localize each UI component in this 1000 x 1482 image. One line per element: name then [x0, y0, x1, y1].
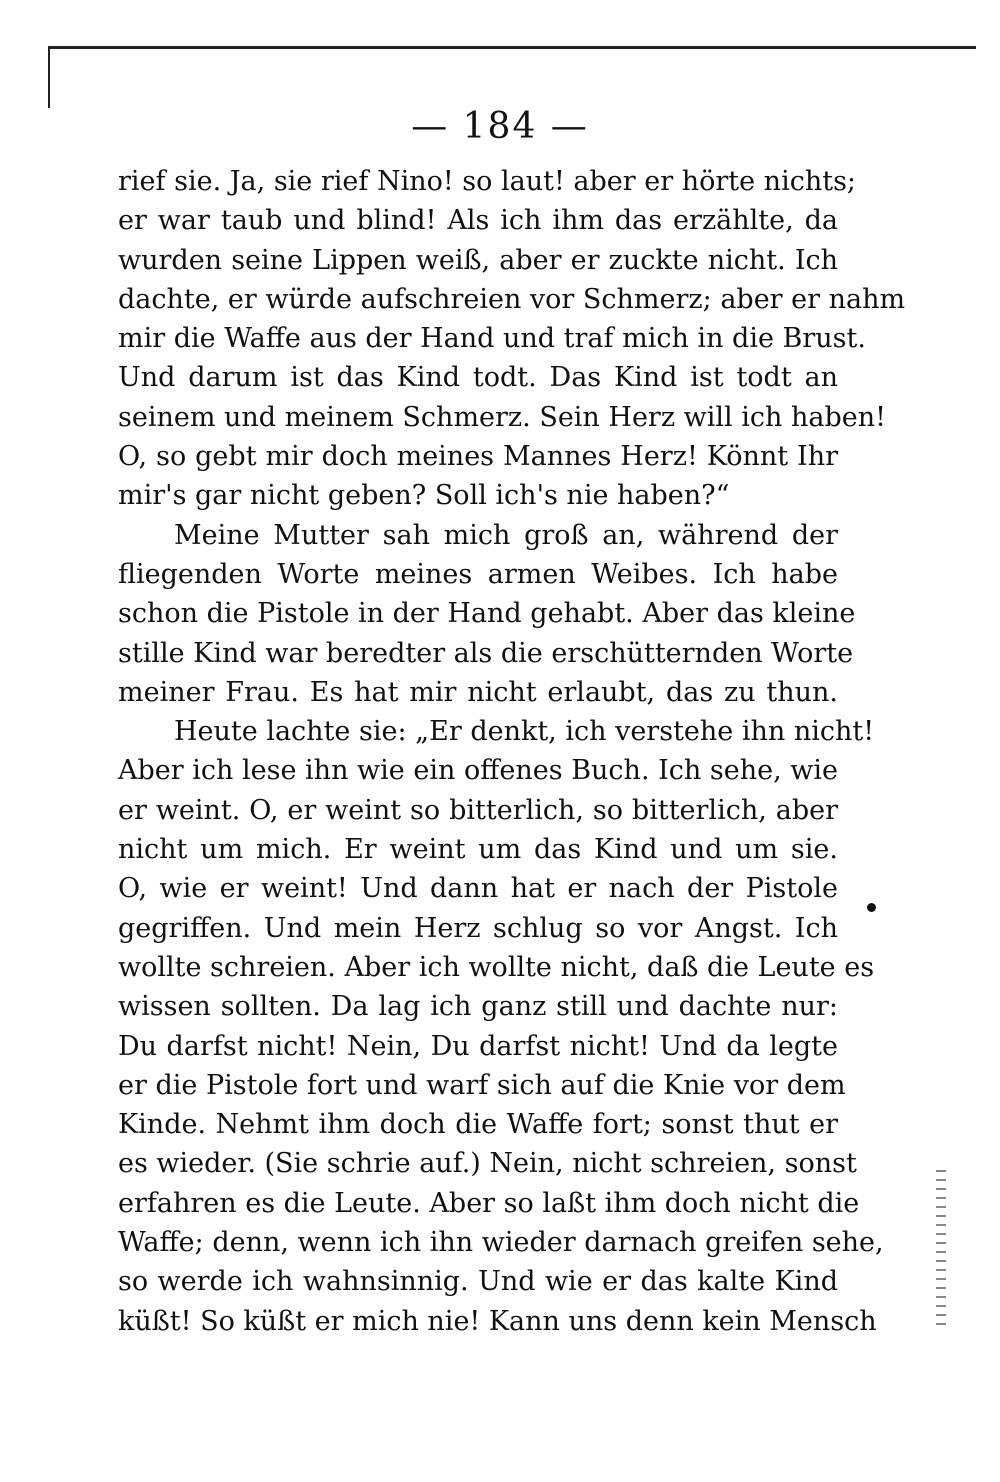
page-number: — 184 —	[411, 106, 589, 147]
text-line: er die Pistole fort und warf sich auf die Knie vor dem	[118, 1069, 846, 1101]
gutter-marks	[936, 1170, 946, 1330]
margin-dot	[867, 903, 876, 912]
text-line: stille Kind war beredter als die erschütternden Worte	[118, 637, 854, 669]
text-line: gegriffen. Und mein Herz schlug so vor Angst. Ich	[118, 912, 838, 944]
text-line: Und darum ist das Kind todt. Das Kind ist todt an	[118, 362, 838, 394]
text-line: Aber ich lese ihn wie ein offenes Buch. Ich sehe, wie	[118, 755, 838, 787]
text-line: wurden seine Lippen weiß, aber er zuckte nicht. Ich	[118, 244, 838, 276]
text-line: schon die Pistole in der Hand gehabt. Aber das kleine	[118, 598, 856, 630]
text-line: küßt! So küßt er mich nie! Kann uns denn kein Mensch	[118, 1305, 877, 1337]
text-line: rief sie. Ja, sie rief Nino! so laut! aber er hörte nichts;	[118, 166, 857, 197]
text-line: Du darfst nicht! Nein, Du darfst nicht! Und da legte	[118, 1030, 838, 1062]
text-line: O, wie er weint! Und dann hat er nach der Pistole	[118, 873, 838, 905]
text-line: es wieder. (Sie schrie auf.) Nein, nicht schreien, sonst	[118, 1148, 857, 1180]
text-line: O, so gebt mir doch meines Mannes Herz! Könnt Ihr	[118, 441, 838, 473]
text-line: nicht um mich. Er weint um das Kind und um sie.	[118, 834, 838, 866]
text-line: dachte, er würde aufschreien vor Schmerz; aber er nahm	[118, 283, 906, 315]
text-line: er war taub und blind! Als ich ihm das erzählte, da	[118, 205, 838, 237]
text-line: Heute lachte sie: „Er denkt, ich verstehe ihn nicht!	[174, 716, 875, 748]
text-line: Waffe; denn, wenn ich ihn wieder darnach greifen sehe,	[118, 1227, 884, 1259]
text-line: er weint. O, er weint so bitterlich, so bitterlich, aber	[118, 794, 838, 826]
left-border-rule	[48, 46, 50, 108]
top-border-rule	[48, 46, 976, 49]
text-line: so werde ich wahnsinnig. Und wie er das kalte Kind	[118, 1266, 838, 1298]
text-line: Kinde. Nehmt ihm doch die Waffe fort; sonst thut er	[118, 1109, 838, 1141]
text-line: wollte schreien. Aber ich wollte nicht, daß die Leute es	[118, 951, 875, 983]
text-line: mir die Waffe aus der Hand und traf mich in die Brust.	[118, 323, 866, 355]
text-line: seinem und meinem Schmerz. Sein Herz will ich haben!	[118, 401, 886, 433]
text-line: meiner Frau. Es hat mir nicht erlaubt, das zu thun.	[118, 676, 838, 708]
body-text	[118, 162, 906, 1341]
text-line: fliegenden Worte meines armen Weibes. Ich habe	[118, 558, 838, 590]
text-line: Meine Mutter sah mich groß an, während der	[174, 519, 838, 551]
text-line: erfahren es die Leute. Aber so laßt ihm doch nicht die	[118, 1187, 860, 1219]
text-line: wissen sollten. Da lag ich ganz still und dachte nur:	[118, 991, 838, 1023]
text-line: mir's gar nicht geben? Soll ich's nie haben?“	[118, 480, 730, 512]
